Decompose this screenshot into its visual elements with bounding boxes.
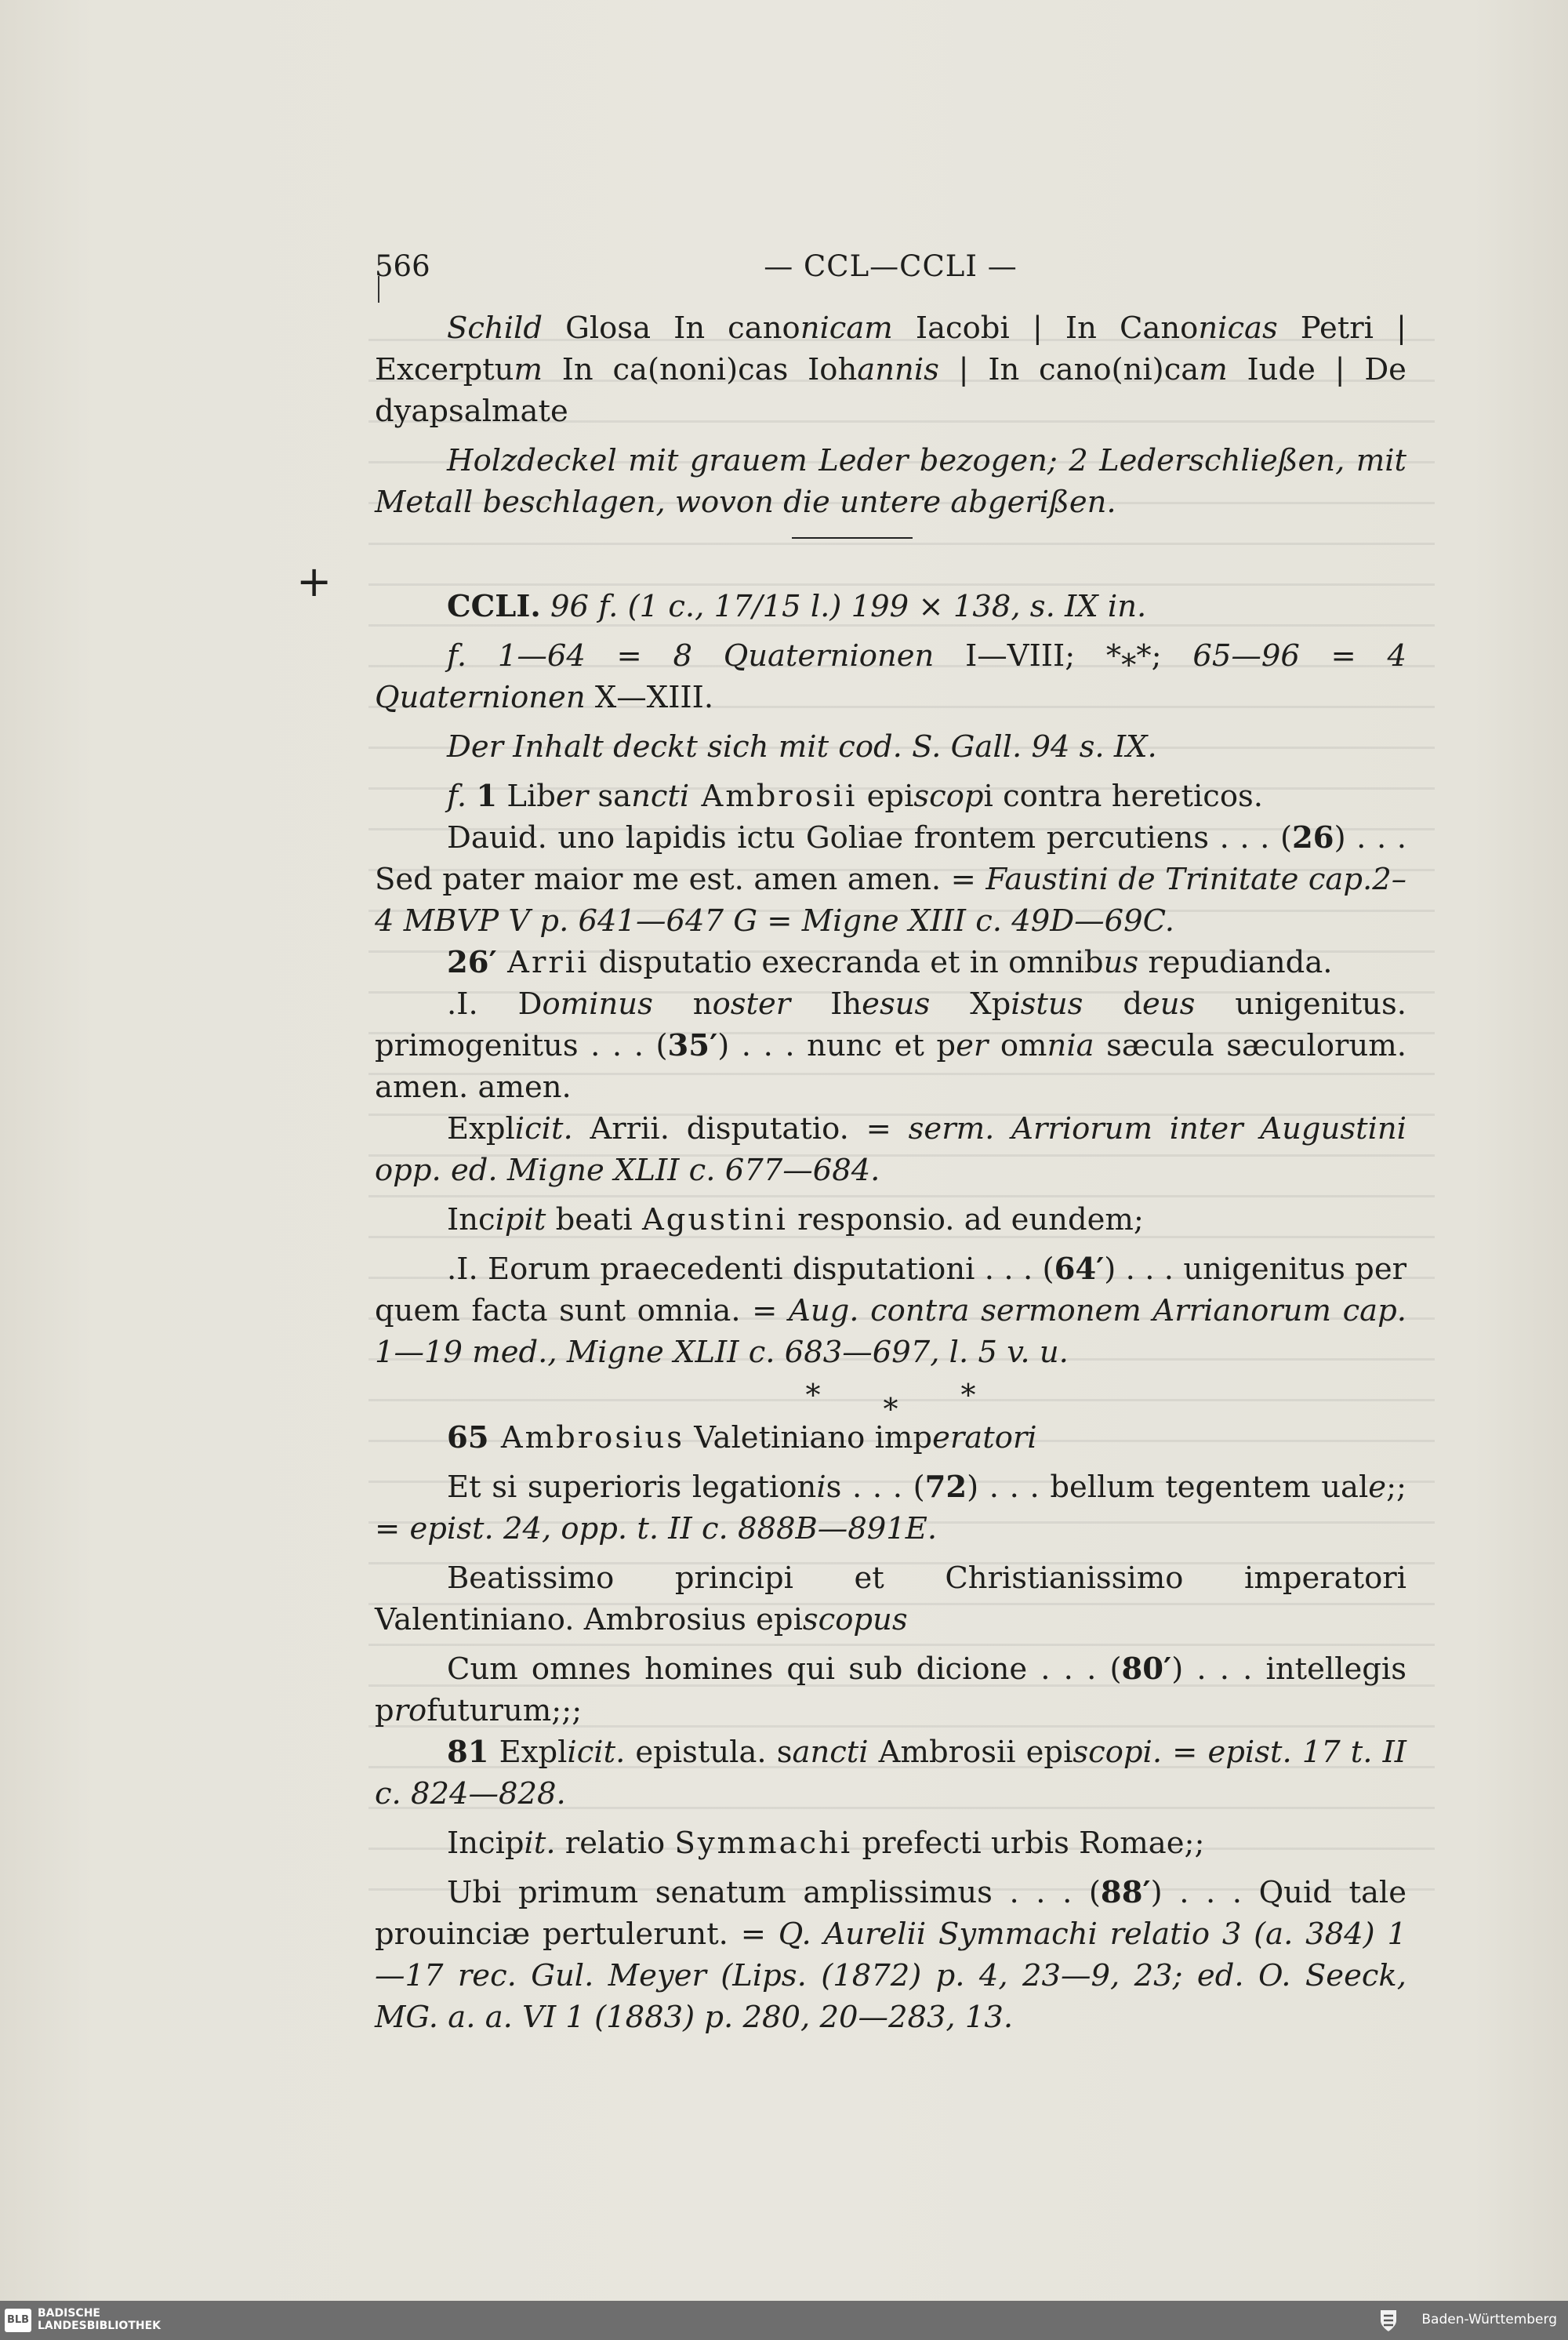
library-name: BADISCHE LANDESBIBLIOTHEK (38, 2307, 162, 2332)
entry-f1-title: f. 1 Liber sancti Ambrosii episcopi contra hereticos. (447, 779, 1263, 814)
margin-plus-mark: + (296, 557, 332, 606)
entry-f26-explicit: Explicit. Arrii. disputatio. = serm. Arriorum inter Augustini opp. ed. Migne XLII c. 677—684. (375, 1111, 1406, 1188)
entry-f65-text: Et si superioris legationis . . . (72) . . . bellum tegentem uale;; = epist. 24, opp. t. II c. 888B—891E. (375, 1470, 1407, 1546)
blb-logo: BLB (5, 2309, 31, 2332)
binding-description: Holzdeckel mit grauem Leder bezogen; 2 Lederschließen, mit Metall beschlagen, wovon die untere abgerißen. (375, 443, 1406, 520)
state-name: Baden-Württemberg (1421, 2312, 1557, 2327)
entry-f26-title: 26′ Arrii disputatio execranda et in omnibus repudianda. (447, 945, 1333, 980)
asterism-divider: * * * (805, 1378, 976, 1426)
page-header (375, 249, 1406, 289)
entry-greeting: Beatissimo principi et Christianissimo imperatori Valentiniano. Ambrosius episcopus (375, 1561, 1406, 1637)
running-title: — CCL—CCLI — (764, 249, 1018, 283)
entry-f65-title: 65 Ambrosius Valetiniano imperatori (447, 1420, 1037, 1455)
footer-bar (0, 2301, 1568, 2340)
entry-f81-explicit: 81 Explicit. epistula. sancti Ambrosii episcopi. = epist. 17 t. II c. 824—828. (375, 1735, 1406, 1811)
codex-heading: CCLI. 96 f. (1 c., 17/15 l.) 199 ⨯ 138, s. IX in. (447, 589, 1147, 624)
quire-description: f. 1—64 = 8 Quaternionen I—VIII; *⁎*; 65—96 = 4 Quaternionen X—XIII. (375, 638, 1406, 715)
content-note: Der Inhalt deckt sich mit cod. S. Gall. 94 s. IX. (447, 729, 1157, 765)
entry-responsio-text: .I. Eorum praecedenti disputationi . . . (64′) . . . unigenitus per quem facta sunt omnia. = Aug. contra sermonem Arrianorum cap. 1—19 med., Migne XLII c. 683—697, l. 5 v. u. (375, 1252, 1407, 1370)
entry-f26-text: .I. Dominus noster Ihesus Xpistus deus unigenitus. primogenitus . . . (35′) . . . nunc et per omnia sæcula sæculorum. amen. amen. (375, 987, 1406, 1105)
catalogue-text (375, 307, 1406, 2038)
contents-paragraph: Schild Glosa In canonicam Iacobi | In Canonicas Petri | Excerptum In ca(noni)cas Iohannis | In cano(ni)cam Iude | De dyapsalmate (375, 311, 1406, 429)
page-number: 566 (375, 249, 430, 283)
coat-of-arms-icon (1378, 2308, 1399, 2333)
entry-f1-text: Dauid. uno lapidis ictu Goliae frontem percutiens . . . (26) . . . Sed pater maior me est. amen amen. = Faustini de Trinitate cap.2–4 MBVP V p. 641—647 G = Migne XIII c. 49D—69C. (375, 820, 1406, 939)
entry-relatio-title: Incipit. relatio Symmachi prefecti urbis Romae;; (447, 1826, 1205, 1861)
entry-responsio-title: Incipit beati Agustini responsio. ad eundem; (447, 1202, 1144, 1237)
entry-relatio-text: Ubi primum senatum amplissimus . . . (88′) . . . Quid tale prouinciæ pertulerunt. = Q. Aurelii Symmachi relatio 3 (a. 384) 1—17 rec. Gul. Meyer (Lips. (1872) p. 4, 23—9, 23; ed. O. Seeck, MG. a. a. VI 1 (1883) p. 280, 20—283, 13. (375, 1875, 1406, 2035)
entry-f80-text: Cum omnes homines qui sub dicione . . . (80′) . . . intellegis profuturum;;; (375, 1651, 1406, 1728)
